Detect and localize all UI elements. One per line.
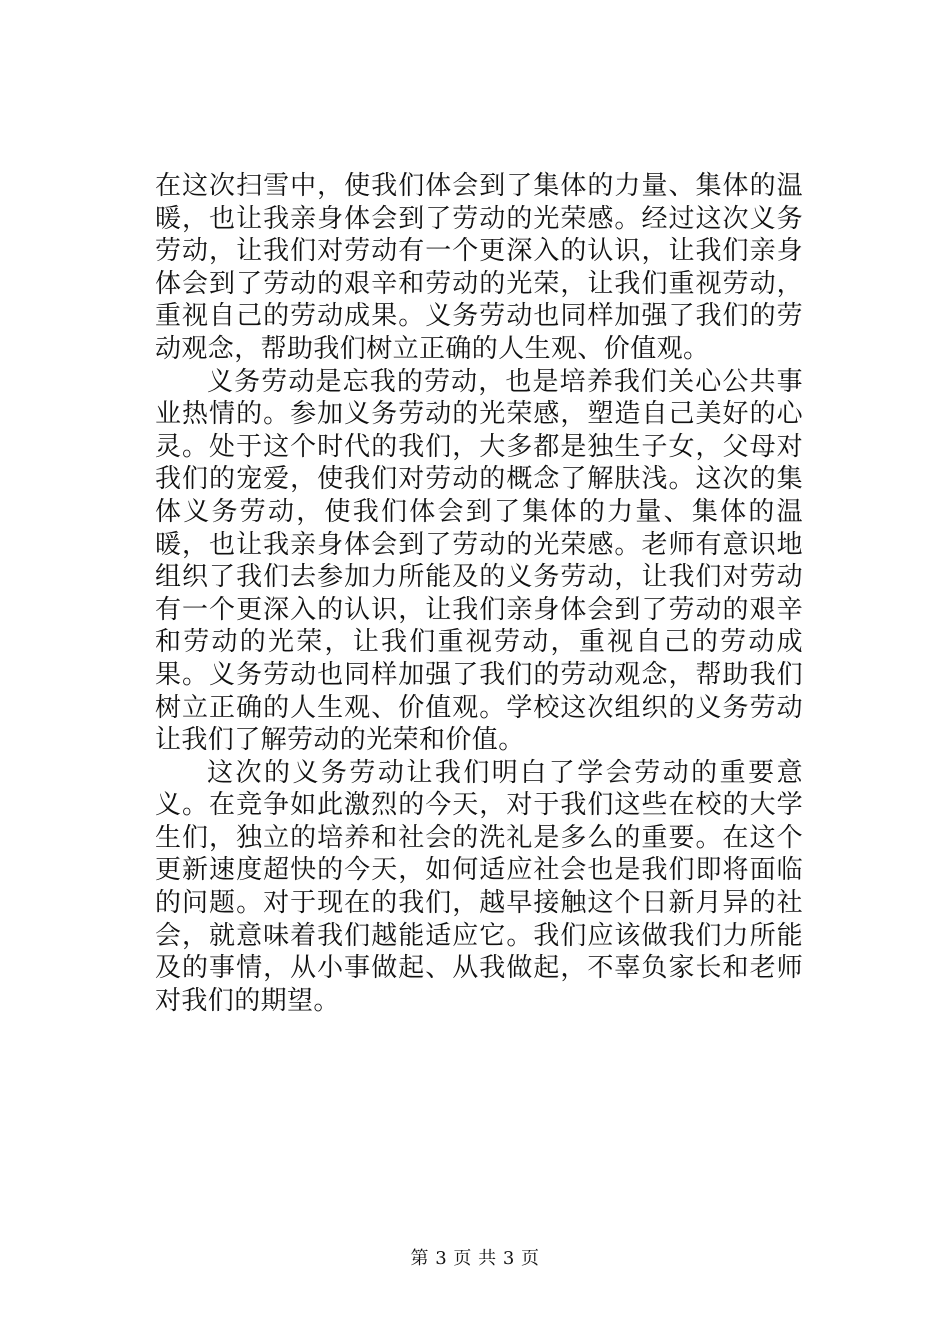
paragraph-1: 在这次扫雪中，使我们体会到了集体的力量、集体的温暖，也让我亲身体会到了劳动的光荣感。经过这次义务劳动，让我们对劳动有一个更深入的认识，让我们亲身体会到了劳动的艰辛和劳动的光荣，让我们重视劳动，重视自己的劳动成果。义务劳动也同样加强了我们的劳动观念，帮助我们树立正确的人生观、价值观。 (155, 171, 803, 364)
paragraph-3: 这次的义务劳动让我们明白了学会劳动的重要意义。在竞争如此激烈的今天，对于我们这些在校的大学生们，独立的培养和社会的洗礼是多么的重要。在这个更新速度超快的今天，如何适应社会也是我们即将面临的问题。对于现在的我们，越早接触这个日新月异的社会，就意味着我们越能适应它。我们应该做我们力所能及的事情，从小事做起、从我做起，不辜负家长和老师对我们的期望。 (155, 757, 803, 1016)
page-number-footer: 第 3 页 共 3 页 (410, 1248, 540, 1269)
paragraph-2: 义务劳动是忘我的劳动，也是培养我们关心公共事业热情的。参加义务劳动的光荣感，塑造自己美好的心灵。处于这个时代的我们，大多都是独生子女，父母对我们的宠爱，使我们对劳动的概念了解肤浅。这次的集体义务劳动，使我们体会到了集体的力量、集体的温暖，也让我亲身体会到了劳动的光荣感。老师有意识地组织了我们去参加力所能及的义务劳动，让我们对劳动有一个更深入的认识，让我们亲身体会到了劳动的艰辛和劳动的光荣，让我们重视劳动，重视自己的劳动成果。义务劳动也同样加强了我们的劳动观念，帮助我们树立正确的人生观、价值观。学校这次组织的义务劳动让我们了解劳动的光荣和价值。 (155, 366, 803, 756)
document-body (155, 170, 803, 1017)
